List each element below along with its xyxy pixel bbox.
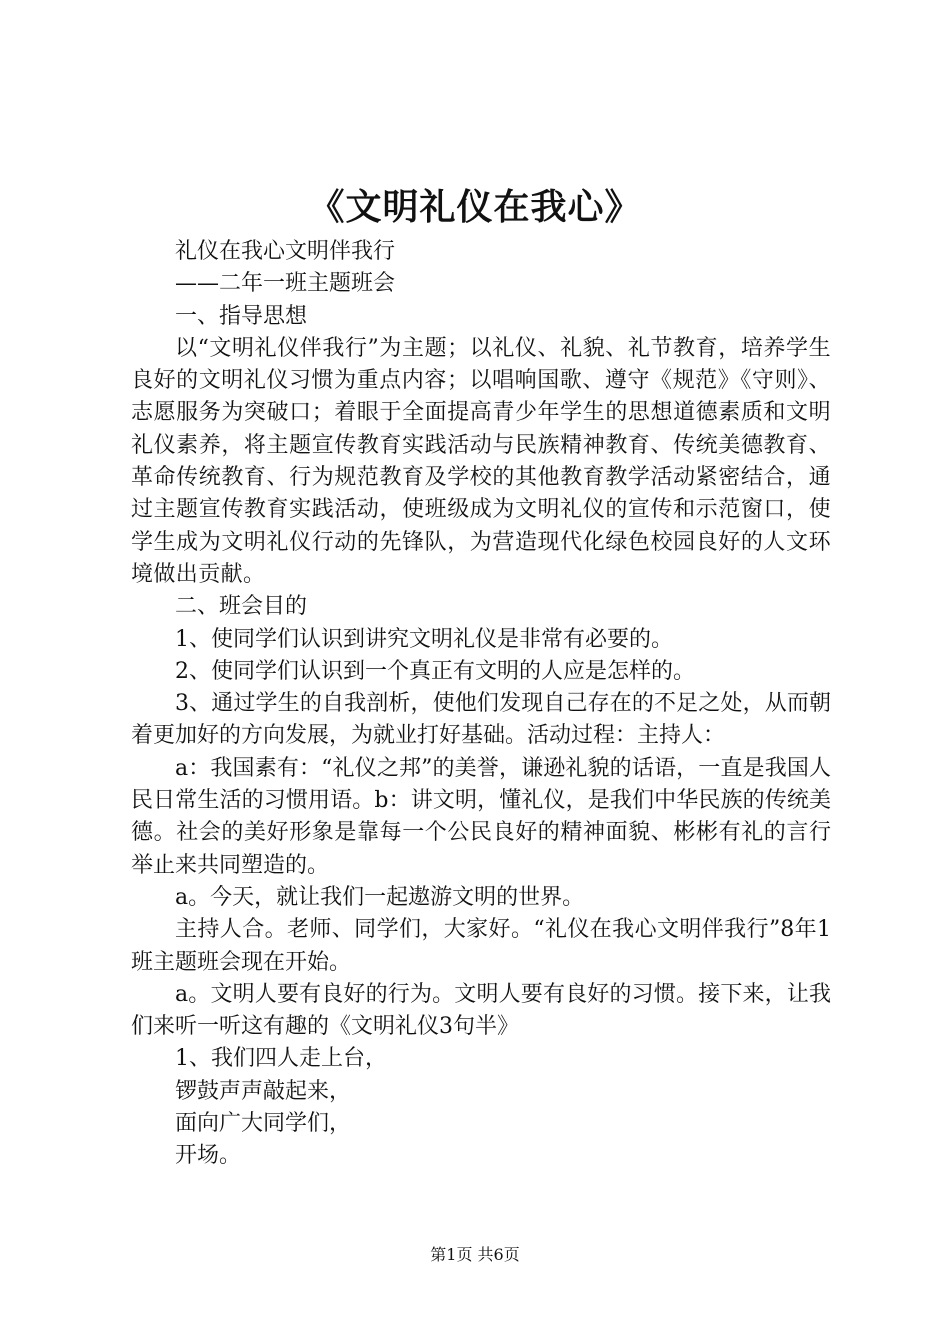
section-heading-guiding-idea: 一、指导思想 xyxy=(175,303,308,329)
paragraph-verse-2: 锣鼓声声敲起来， xyxy=(175,1078,352,1104)
paragraph-guiding-idea: 以“文明礼仪伴我行”为主题；以礼仪、礼貌、礼节教育，培养学生良好的文明礼仪习惯为重点内容；以唱响国歌、遵守《规范》《守则》、志愿服务为突破口；着眼于全面提高青少年学生的思想道德素质和文明礼仪素养，将主题宣传教育实践活动与民族精神教育、传统美德教育、革命传统教育、行为规范教育及学校的其他教育教学活动紧密结合，通过主题宣传教育实践活动，使班级成为文明礼仪的宣传和示范窗口，使学生成为文明礼仪行动的先锋队，为营造现代化绿色校园良好的人文环境做出贡献。 xyxy=(131,335,831,587)
paragraph-verse-3: 面向广大同学们， xyxy=(175,1111,352,1137)
paragraph-host-greeting: 主持人合。老师、同学们，大家好。“礼仪在我心文明伴我行”8年1班主题班会现在开始。 xyxy=(131,917,831,975)
document-body xyxy=(131,236,831,1173)
paragraph-subtitle: 礼仪在我心文明伴我行 xyxy=(175,239,396,264)
section-heading-meeting-goals: 二、班会目的 xyxy=(175,594,308,620)
paragraph-host-today: a。今天，就让我们一起遨游文明的世界。 xyxy=(175,884,585,910)
paragraph-host-intro: a：我国素有：“礼仪之邦”的美誉，谦逊礼貌的话语，一直是我国人民日常生活的习惯用语。b：讲文明，懂礼仪，是我们中华民族的传统美德。社会的美好形象是靠每一个公民良好的精神面貌、彬彬有礼的言行举止来共同塑造的。 xyxy=(131,755,831,878)
paragraph-class-meeting: ——二年一班主题班会 xyxy=(175,271,396,297)
paragraph-goal-2: 2、使同学们认识到一个真正有文明的人应是怎样的。 xyxy=(175,658,695,684)
document-title: 《文明礼仪在我心》 xyxy=(308,186,642,228)
paragraph-goal-1: 1、使同学们认识到讲究文明礼仪是非常有必要的。 xyxy=(175,626,673,652)
paragraph-verse-4: 开场。 xyxy=(175,1143,242,1169)
page-footer: 第1页 共6页 xyxy=(430,1245,520,1264)
paragraph-goal-3: 3、通过学生的自我剖析，使他们发现自己存在的不足之处，从而朝着更加好的方向发展，为就业打好基础。活动过程：主持人： xyxy=(131,691,831,749)
paragraph-host-next: a。文明人要有良好的行为。文明人要有良好的习惯。接下来，让我们来听一听这有趣的《文明礼仪3句半》 xyxy=(131,981,831,1040)
paragraph-verse-1: 1、我们四人走上台， xyxy=(175,1046,387,1072)
